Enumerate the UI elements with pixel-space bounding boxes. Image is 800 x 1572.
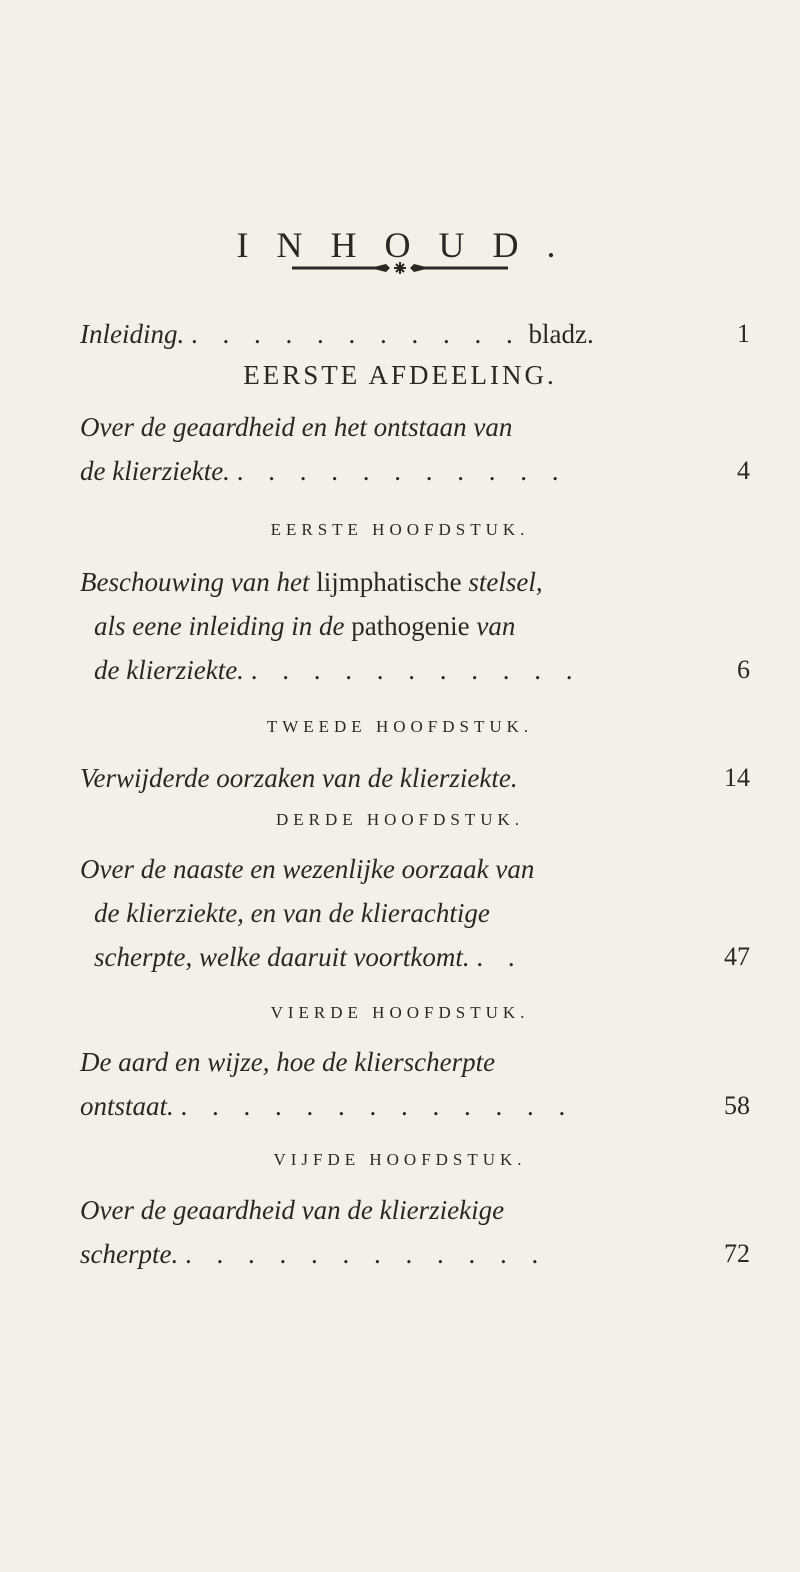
chapter-heading: VIJFDE HOOFDSTUK. (273, 1150, 527, 1169)
page-number: 6 (737, 655, 750, 684)
entry-text: pathogenie (351, 611, 470, 641)
page-number: 72 (724, 1239, 750, 1268)
toc-entry-part (80, 405, 750, 493)
chapter-heading: EERSTE HOOFDSTUK. (270, 520, 530, 539)
leader-dots: . . . . . . . . . . . (250, 655, 582, 685)
entry-line: Over de geaardheid en het ontstaan van (80, 412, 513, 442)
entry-text: Over de naaste en wezenlijke oorzaak van (80, 854, 535, 884)
entry-label: Inleiding. (80, 319, 185, 349)
page-number: 58 (724, 1091, 750, 1120)
toc-entry-chapter-1 (80, 560, 750, 692)
leader-dots: . . (476, 942, 524, 972)
toc-entry-chapter-2 (80, 756, 750, 800)
page-number: 47 (724, 942, 750, 971)
page-number: 14 (724, 763, 750, 792)
leader-dots: . . . . . . . . . . . . . (180, 1091, 575, 1121)
entry-text: Over de geaardheid van de klierziekige (80, 1195, 505, 1225)
leader-dots: . . . . . . . . . . . (236, 456, 568, 486)
toc-entry-inleiding (80, 312, 750, 356)
entry-text: Beschouwing van het (80, 567, 317, 597)
part-heading: EERSTE AFDEELING. (243, 360, 557, 390)
entry-text: van (469, 611, 516, 641)
entry-text: scherpte. (80, 1239, 179, 1269)
entry-text: Verwijderde oorzaken van de klierziekte. (80, 763, 518, 793)
page-number: 4 (737, 456, 750, 485)
leader-dots: . . . . . . . . . . . . (184, 1239, 548, 1269)
ornament-rule-icon (290, 260, 510, 276)
entry-text: ontstaat. (80, 1091, 174, 1121)
entry-text: De aard en wijze, hoe de klierscherpte (80, 1047, 496, 1077)
bladz-label: bladz. (528, 319, 594, 349)
entry-text: de klierziekte, en van de klierachtige (94, 898, 490, 928)
entry-line: de klierziekte. (80, 456, 230, 486)
entry-text: de klierziekte. (94, 655, 244, 685)
chapter-heading: TWEEDE HOOFDSTUK. (266, 717, 534, 736)
chapter-heading: DERDE HOOFDSTUK. (275, 810, 525, 829)
toc-entry-chapter-4 (80, 1040, 750, 1128)
entry-text: als eene inleiding in de (94, 611, 352, 641)
page-number: 1 (737, 319, 750, 348)
page-title: INHOUD. (236, 225, 584, 265)
leader-dots: . . . . . . . . . . . (190, 319, 522, 349)
entry-text: scherpte, welke daaruit voortkomt. (94, 942, 470, 972)
toc-entry-chapter-3 (80, 847, 750, 979)
chapter-heading: VIERDE HOOFDSTUK. (270, 1003, 530, 1022)
toc-entry-chapter-5 (80, 1188, 750, 1276)
entry-text: lijmphatische (316, 567, 462, 597)
entry-text: stelsel, (461, 567, 543, 597)
